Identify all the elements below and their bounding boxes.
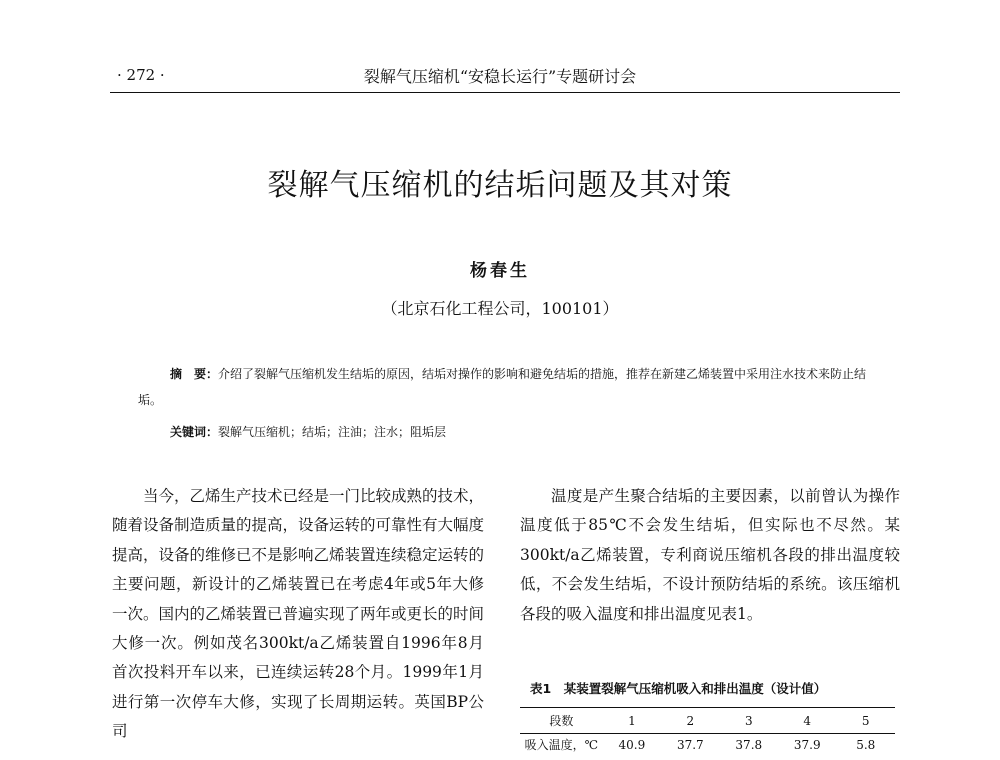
table-row <box>520 734 895 756</box>
page-number: · 272 · <box>117 66 165 84</box>
abstract-label: 摘 要： <box>170 367 219 381</box>
abstract <box>138 361 873 413</box>
article-title: 裂解气压缩机的结垢问题及其对策 <box>267 168 733 203</box>
table-header-cell: 4 <box>803 713 812 728</box>
temperature-table <box>520 707 895 756</box>
body-right-column: 温度是产生聚合结垢的主要因素，以前曾认为操作温度低于85℃不会发生结垢，但实际也不尽然。某300kt/a乙烯装置，专利商说压缩机各段的排出温度较低，不会发生结垢，不设计预防结垢的系统。该压缩机各段的吸入温度和排出温度见表1。 <box>520 487 900 623</box>
abstract-text: 介绍了裂解气压缩机发生结垢的原因，结垢对操作的影响和避免结垢的措施，推荐在新建乙烯装置中采用注水技术来防止结垢。 <box>138 367 867 407</box>
table-cell: 5.8 <box>856 737 876 752</box>
table-cell: 吸入温度，℃ <box>524 738 599 753</box>
table-caption: 表1 某装置裂解气压缩机吸入和排出温度（设计值） <box>530 681 827 696</box>
table-cell: 37.9 <box>793 737 821 752</box>
keywords <box>170 423 446 440</box>
body-left-column: 当今，乙烯生产技术已经是一门比较成熟的技术，随着设备制造质量的提高，设备运转的可靠性有大幅度提高，设备的维修已不是影响乙烯装置连续稳定运转的主要问题，新设计的乙烯装置已在考虑4年或5年大修一次。国内的乙烯装置已普遍实现了两年或更长的时间大修一次。例如茂名300kt/a乙烯装置自1996年8月首次投料开车以来，已连续运转28个月。1999年1月进行第一次停车大修，实现了长周期运转。英国BP公司 <box>112 487 485 741</box>
table-header-row <box>520 708 895 734</box>
table-header-cell: 2 <box>686 713 695 728</box>
table-header-cell: 5 <box>861 713 870 728</box>
table-header-cell: 3 <box>744 713 753 728</box>
running-head-title: 裂解气压缩机“安稳长运行”专题研讨会 <box>363 67 637 86</box>
table-cell: 37.8 <box>735 737 763 752</box>
table-cell: 37.7 <box>676 737 704 752</box>
table-cell: 40.9 <box>618 737 646 752</box>
keywords-label: 关键词： <box>170 425 219 439</box>
keywords-text: 裂解气压缩机；结垢；注油；注水；阻垢层 <box>218 425 447 439</box>
table-header-cell: 段数 <box>549 714 574 728</box>
author-affiliation: （北京石化工程公司，100101） <box>381 299 619 318</box>
table-header-cell: 1 <box>628 713 636 728</box>
author-name: 杨春生 <box>470 261 530 281</box>
header-rule <box>110 92 900 93</box>
